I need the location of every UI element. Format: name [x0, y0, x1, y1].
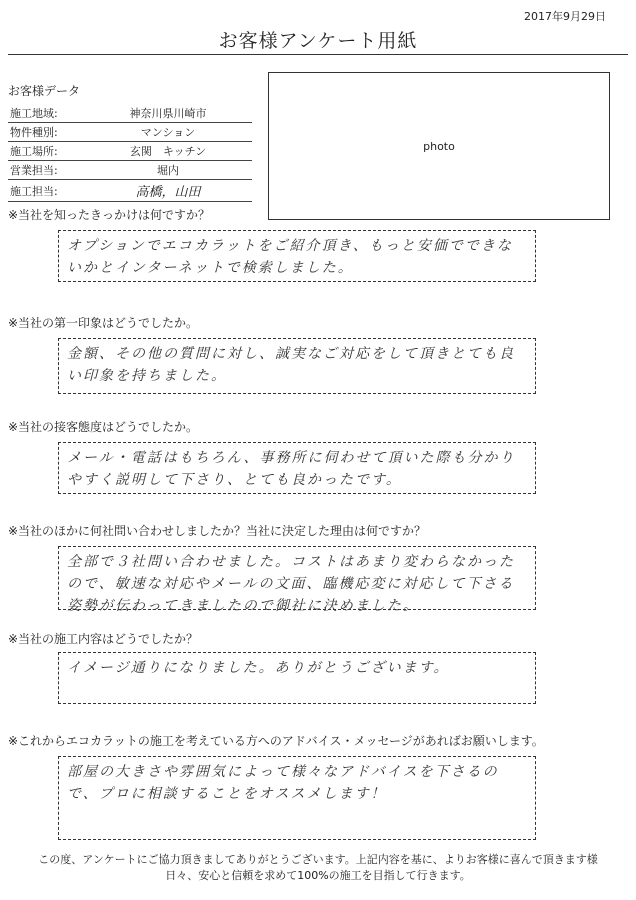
- row-label: 施工地域:: [8, 104, 84, 123]
- answer-box-3: [58, 442, 536, 494]
- answer-box-5: [58, 652, 536, 704]
- answer-text-5: イメージ通りになりました。ありがとうございます。: [67, 660, 450, 676]
- answer-text-6: 部屋の大きさや雰囲気によって様々なアドバイスを下さるので、プロに相談することをオススメします！: [67, 764, 499, 802]
- row-value: 神奈川県川崎市: [84, 104, 252, 123]
- answer-text-1: オプションでエコカラットをご紹介頂き、もっと安価でできないかとインターネットで検索しました。: [67, 238, 513, 276]
- customer-data-table: [8, 104, 252, 202]
- page-title: お客様アンケート用紙: [218, 30, 418, 52]
- table-row: [8, 161, 252, 180]
- row-label: 営業担当:: [8, 161, 84, 180]
- photo-placeholder: [268, 72, 610, 220]
- answer-box-6: [58, 756, 536, 840]
- answer-box-2: [58, 338, 536, 394]
- row-label: 施工場所:: [8, 142, 84, 161]
- table-row: [8, 104, 252, 123]
- question-6: ※これからエコカラットの施工を考えている方へのアドバイス・メッセージがあればお願いします。: [8, 734, 544, 748]
- survey-date: 2017年9月29日: [524, 10, 606, 23]
- photo-label: photo: [423, 139, 455, 153]
- table-row: [8, 123, 252, 142]
- title-underline: [8, 54, 628, 55]
- customer-data-heading: お客様データ: [8, 84, 81, 98]
- answer-text-3: メール・電話はもちろん、事務所に伺わせて頂いた際も分かりやすく説明して下さり、とても良かったです。: [67, 450, 516, 488]
- answer-text-2: 金額、その他の質問に対し、誠実なご対応をして頂きとても良い印象を持ちました。: [67, 346, 515, 384]
- question-4: ※当社のほかに何社問い合わせしましたか？当社に決定した理由は何ですか？: [8, 524, 427, 538]
- row-value: 玄関 キッチン: [84, 142, 252, 161]
- answer-text-4: 全部で３社問い合わせました。コストはあまり変わらなかったので、敏速な対応やメールの文面、臨機応変に対応して下さる姿勢が伝わってきましたので御社に決めました。: [67, 554, 515, 614]
- question-2: ※当社の第一印象はどうでしたか。: [8, 316, 199, 330]
- row-label: 施工担当:: [8, 180, 84, 202]
- row-label: 物件種別:: [8, 123, 84, 142]
- row-value: マンション: [84, 123, 252, 142]
- row-value: 高橋，山田: [84, 180, 252, 202]
- footer-message-line-1: この度、アンケートにご協力頂きましてありがとうございます。上記内容を基に、よりお客様に喜んで頂きます様: [38, 853, 598, 866]
- question-5: ※当社の施工内容はどうでしたか？: [8, 632, 199, 646]
- question-1: ※当社を知ったきっかけは何ですか？: [8, 208, 211, 222]
- answer-box-4: [58, 546, 536, 614]
- question-3: ※当社の接客態度はどうでしたか。: [8, 420, 199, 434]
- row-value: 堀内: [84, 161, 252, 180]
- table-row: [8, 180, 252, 202]
- answer-box-1: [58, 230, 536, 282]
- footer-message-line-2: 日々、安心と信頼を求めて100%の施工を目指して行きます。: [165, 869, 471, 882]
- table-row: [8, 142, 252, 161]
